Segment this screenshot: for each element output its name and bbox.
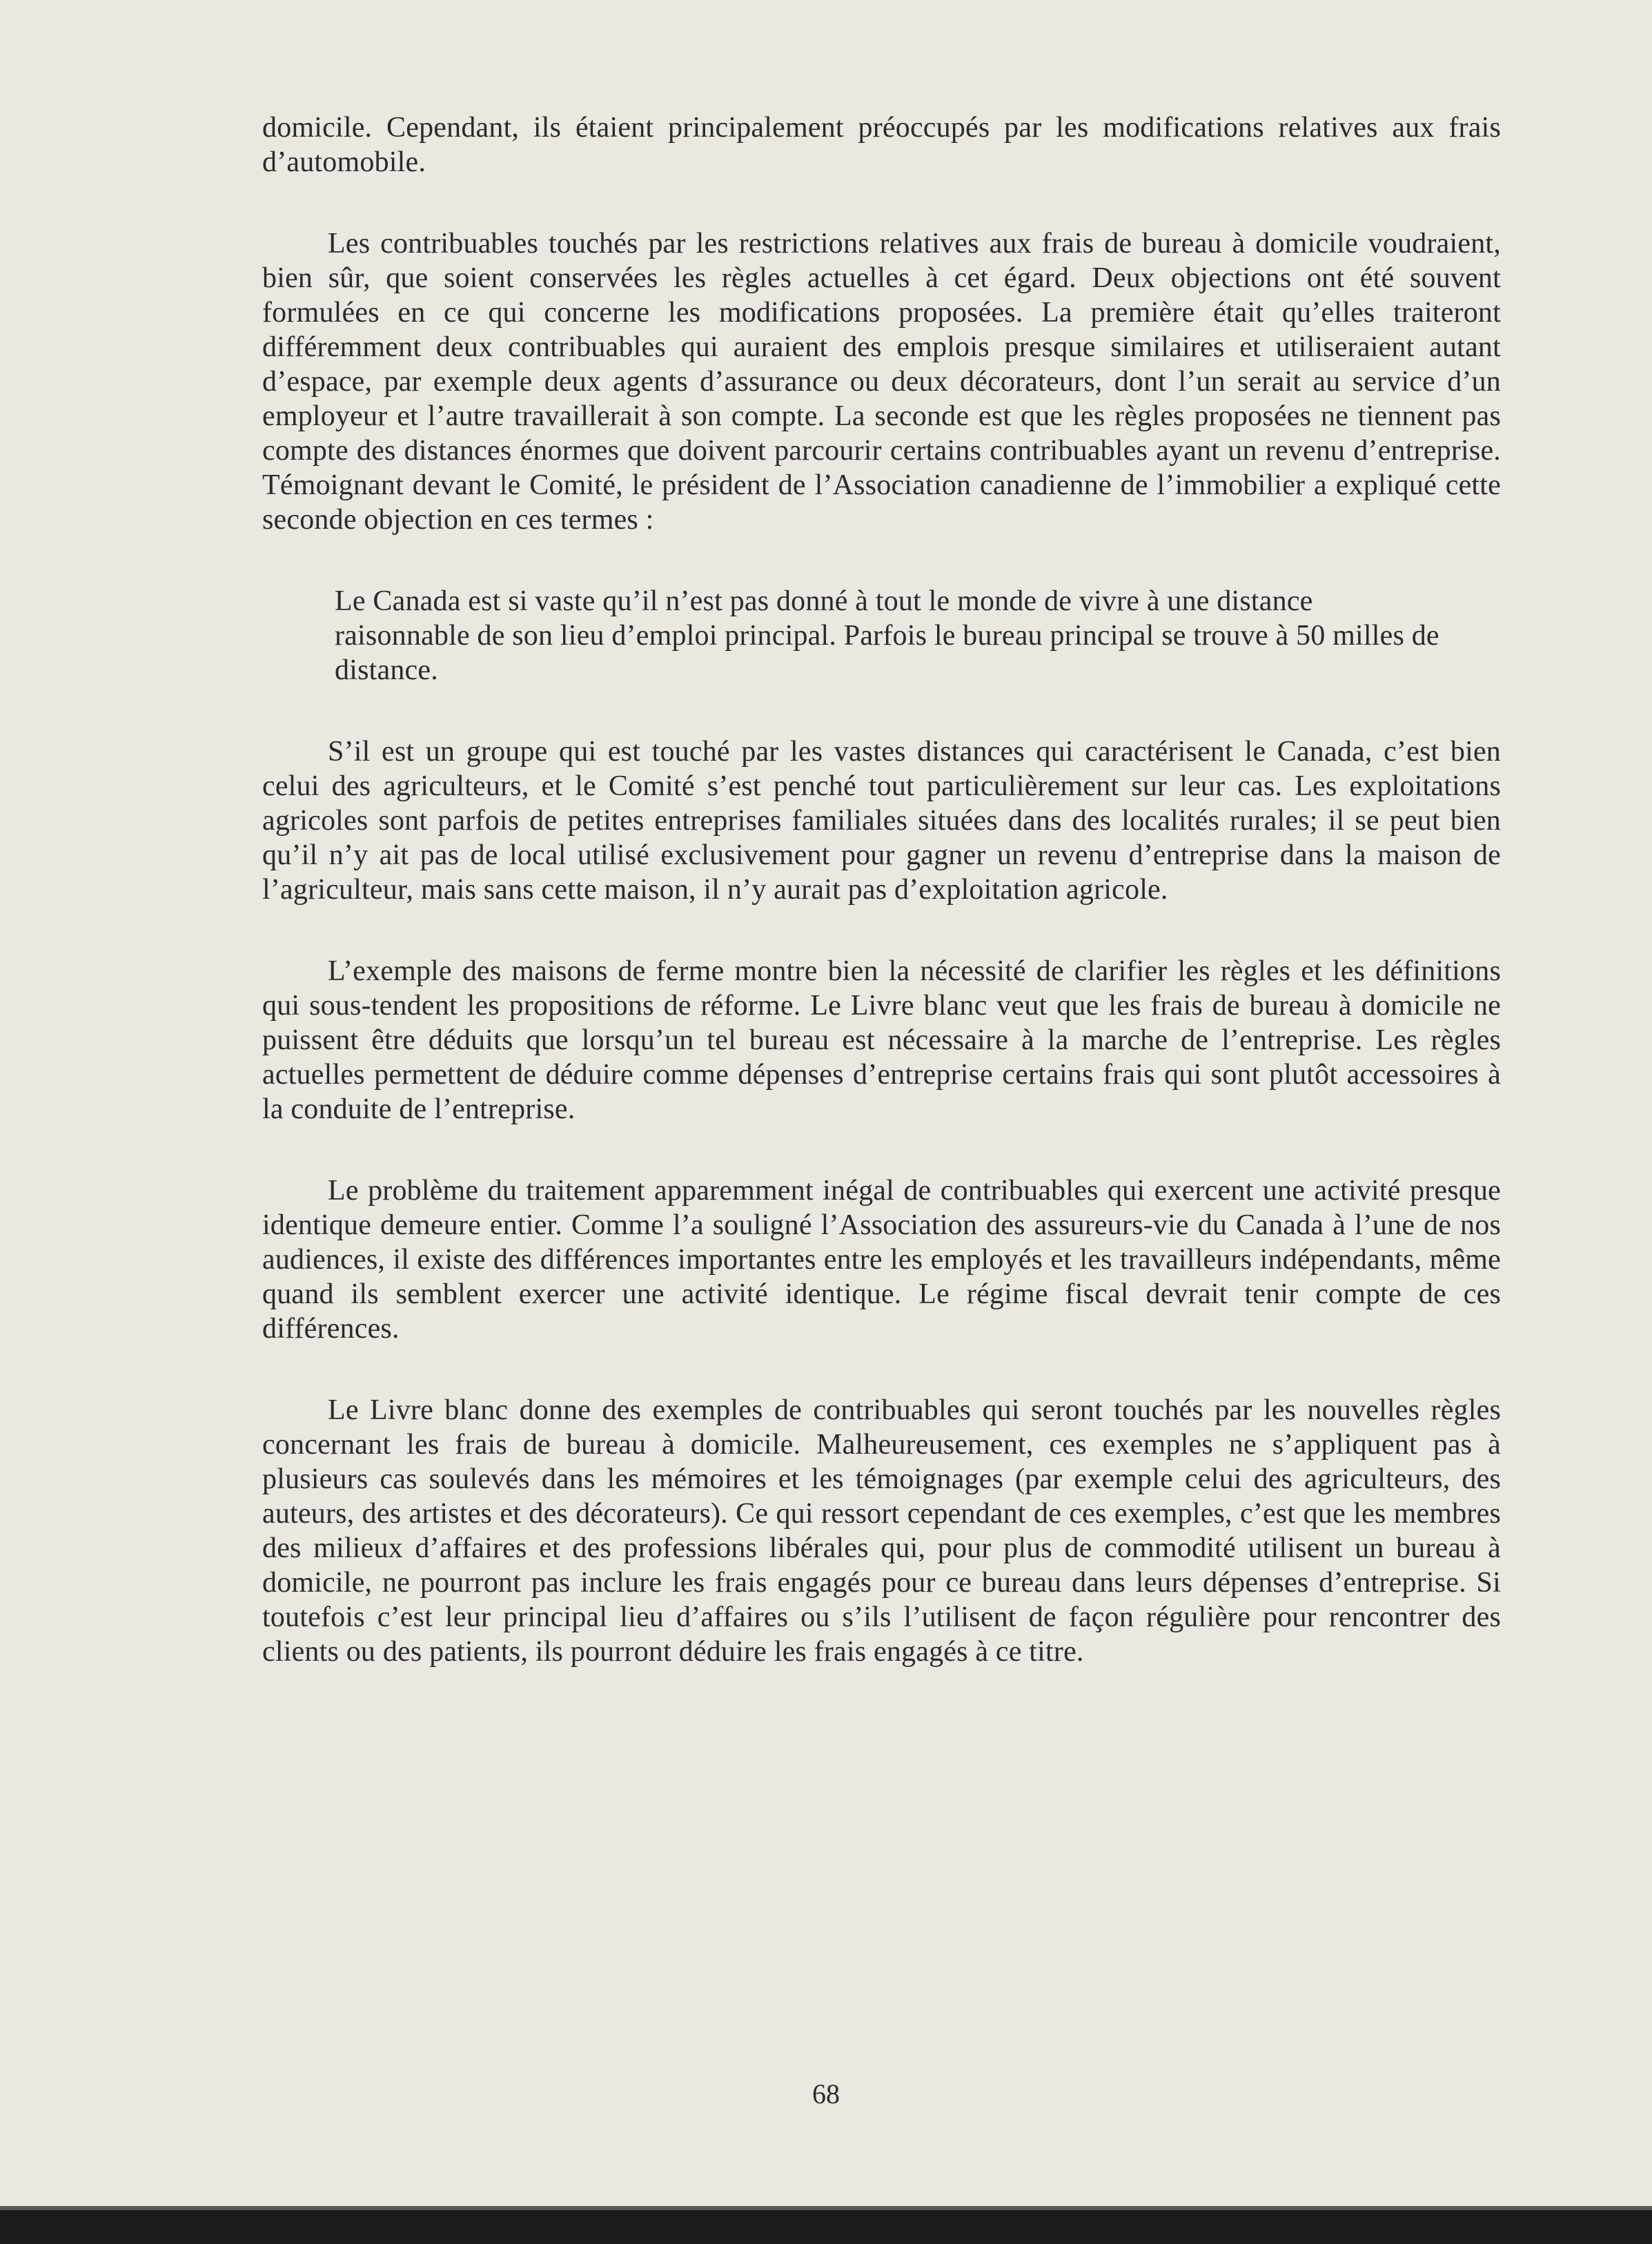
paragraph-continuation: domicile. Cependant, ils étaient principalement préoccupés par les modifications relatives aux frais d’automobile. — [262, 112, 1501, 178]
paragraph-traitement-inegal: Le problème du traitement apparemment inégal de contribuables qui exercent une activité presque identique demeure entier. Comme l’a souligné l’Association des assureurs-vie du Canada à l’une de nos audiences, il existe des différences importantes entre les employés et les travailleurs indépendants, même quand ils semblent exercer une activité identique. Le régime fiscal devrait tenir compte de ces différences. — [262, 1175, 1501, 1345]
body-text — [262, 110, 1501, 1716]
paragraph-agriculteurs: S’il est un groupe qui est touché par les vastes distances qui caractérisent le Canada, c’est bien celui des agriculteurs, et le Comité s’est penché tout particulièrement sur leur cas. Les exploitations agricoles sont parfois de petites entreprises familiales situées dans des localités rurales; il se peut bien qu’il n’y ait pas de local utilisé exclusivement pour gagner un revenu d’entreprise dans la maison de l’agriculteur, mais sans cette maison, il n’y aurait pas d’exploitation agricole. — [262, 736, 1501, 906]
page-number: 68 — [812, 2078, 840, 2109]
paragraph-livre-blanc: Le Livre blanc donne des exemples de contribuables qui seront touchés par les nouvelles règles concernant les frais de bureau à domicile. Malheureusement, ces exemples ne s’appliquent pas à plusieurs cas soulevés dans les mémoires et les témoignages (par exemple celui des agriculteurs, des auteurs, des artistes et des décorateurs). Ce qui ressort cependant de ces exemples, c’est que les membres des milieux d’affaires et des professions libérales qui, pour plus de commodité utilisent un bureau à domicile, ne pourront pas inclure les frais engagés pour ce bureau dans leurs dépenses d’entreprise. Si toutefois c’est leur principal lieu d’affaires ou s’ils l’utilisent de façon régulière pour rencontrer des clients ou des patients, ils pourront déduire les frais engagés à ce titre. — [262, 1394, 1501, 1668]
page-edge-shadow — [0, 2206, 1652, 2210]
scan-bottom-edge — [0, 2206, 1652, 2244]
paragraph-objections: Les contribuables touchés par les restrictions relatives aux frais de bureau à domicile voudraient, bien sûr, que soient conservées les règles actuelles à cet égard. Deux objections ont été souvent formulées en ce qui concerne les modifications proposées. La première était qu’elles traiteront différemment deux contribuables qui auraient des emplois presque similaires et utiliseraient autant d’espace, par exemple deux agents d’assurance ou deux décorateurs, dont l’un serait au service d’un employeur et l’autre travaillerait à son compte. La seconde est que les règles proposées ne tiennent pas compte des distances énormes que doivent parcourir certains contribuables ayant un revenu d’entreprise. Témoignant devant le Comité, le président de l’Association canadienne de l’immobilier a expliqué cette seconde objection en ces termes : — [262, 228, 1501, 536]
paragraph-maisons-de-ferme: L’exemple des maisons de ferme montre bien la nécessité de clarifier les règles et les définitions qui sous-tendent les propositions de réforme. Le Livre blanc veut que les frais de bureau à domicile ne puissent être déduits que lorsqu’un tel bureau est nécessaire à la marche de l’entreprise. Les règles actuelles permettent de déduire comme dépenses d’entreprise certains frais qui sont plutôt accessoires à la conduite de l’entreprise. — [262, 955, 1501, 1125]
block-quote: Le Canada est si vaste qu’il n’est pas donné à tout le monde de vivre à une distance raisonnable de son lieu d’emploi principal. Parfois le bureau principal se trouve à 50 milles de distance. — [335, 585, 1439, 686]
